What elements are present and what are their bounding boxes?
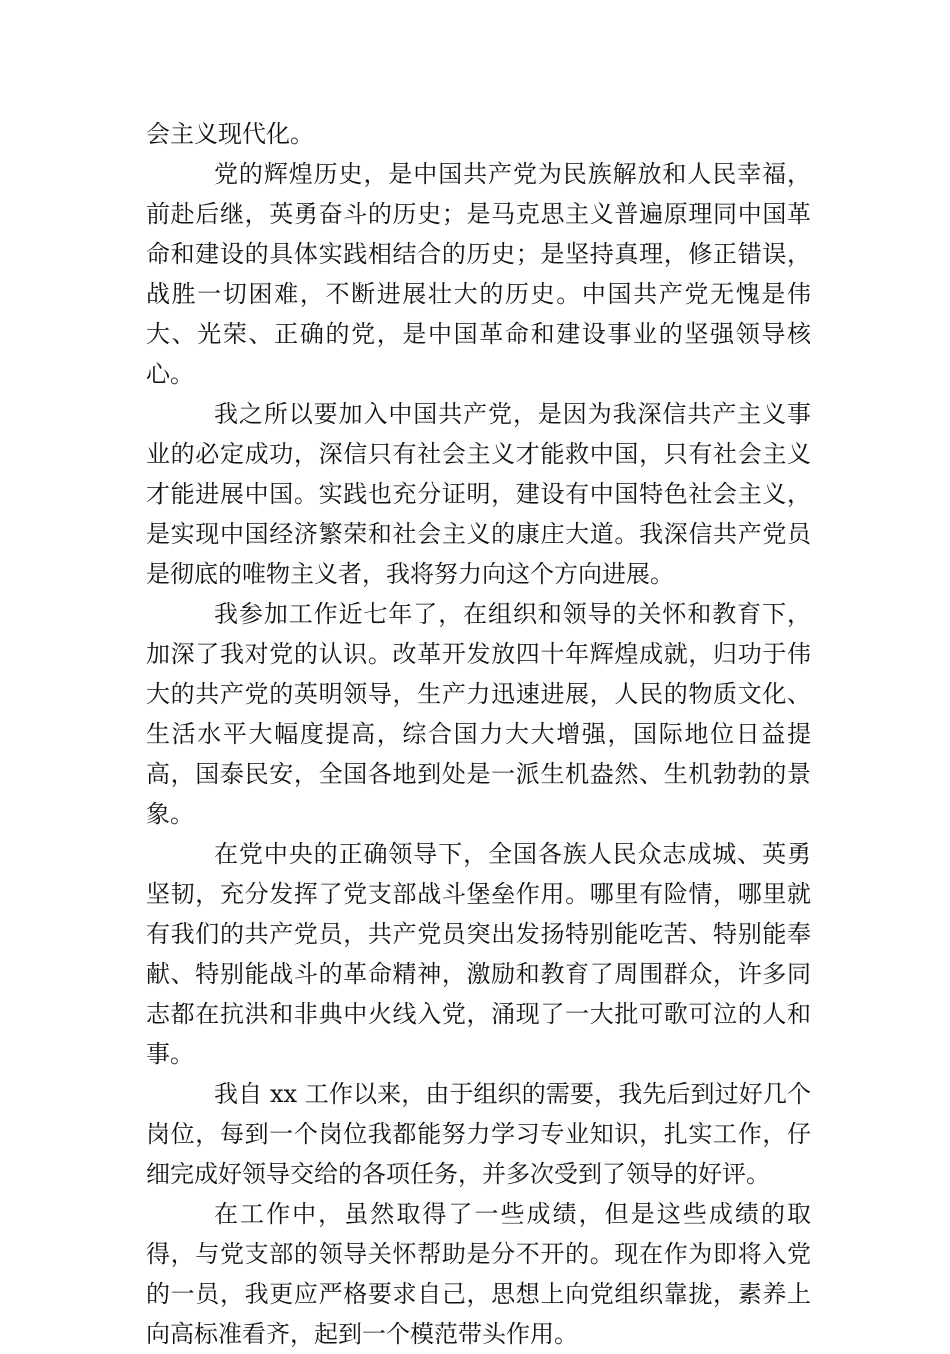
paragraph-party-history: 党的辉煌历史，是中国共产党为民族解放和人民幸福，前赴后继，英勇奋斗的历史；是马克思主义普遍原理同中国革命和建设的具体实践相结合的历史；是坚持真理，修正错误，战胜一切困难，不断进展壮大的历史。中国共产党无愧是伟大、光荣、正确的党，是中国革命和建设事业的坚强领导核心。 bbox=[146, 160, 811, 388]
paragraph-achievements: 在工作中，虽然取得了一些成绩，但是这些成绩的取得，与党支部的领导关怀帮助是分不开的。现在作为即将入党的一员，我更应严格要求自己，思想上向党组织靠拢，素养上向高标准看齐，起到一个模范带头作用。 bbox=[146, 1200, 811, 1348]
paragraph-work-experience: 我参加工作近七年了，在组织和领导的关怀和教育下，加深了我对党的认识。改革开发放四十年辉煌成就，归功于伟大的共产党的英明领导，生产力迅速进展，人民的物质文化、生活水平大幅度提高，综合国力大大增强，国际地位日益提高，国泰民安，全国各地到处是一派生机盎然、生机勃勃的景象。 bbox=[146, 600, 811, 828]
paragraph-continuation: 会主义现代化。 bbox=[146, 120, 314, 148]
paragraph-party-leadership: 在党中央的正确领导下，全国各族人民众志成城、英勇坚韧，充分发挥了党支部战斗堡垒作用。哪里有险情，哪里就有我们的共产党员，共产党员突出发扬特别能吃苦、特别能奉献、特别能战斗的革命精神，激励和教育了周围群众，许多同志都在抗洪和非典中火线入党，涌现了一大批可歌可泣的人和事。 bbox=[146, 840, 811, 1068]
paragraph-reason-for-joining: 我之所以要加入中国共产党，是因为我深信共产主义事业的必定成功，深信只有社会主义才能救中国，只有社会主义才能进展中国。实践也充分证明，建设有中国特色社会主义，是实现中国经济繁荣和社会主义的康庄大道。我深信共产党员是彻底的唯物主义者，我将努力向这个方向进展。 bbox=[146, 400, 811, 588]
paragraph-job-positions: 我自 xx 工作以来，由于组织的需要，我先后到过好几个岗位，每到一个岗位我都能努力学习专业知识，扎实工作，仔细完成好领导交给的各项任务，并多次受到了领导的好评。 bbox=[146, 1080, 811, 1188]
document-body bbox=[146, 114, 811, 1354]
